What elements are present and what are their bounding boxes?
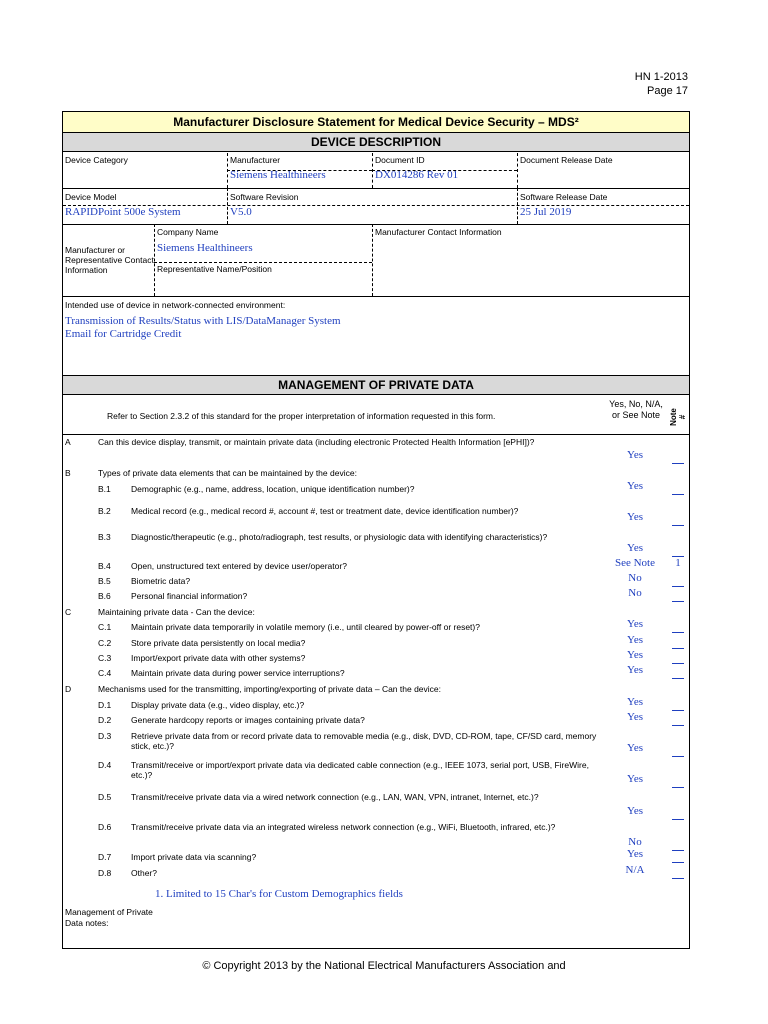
row-section-id: D [65,684,72,694]
row-answer[interactable]: N/A [625,864,645,876]
row-question: Transmit/receive private data via a wired network connection (e.g., LAN, WAN, VPN, intranet, Internet, etc.)? [131,792,539,802]
row-question: Diagnostic/therapeutic (e.g., photo/radiograph, test results, or physiologic data with identifying characteristics)? [131,532,548,542]
intended-use-label: Intended use of device in network-connected environment: [65,300,286,310]
row-item-id: B.4 [98,561,111,571]
row-answer[interactable]: Yes [626,848,643,860]
representative-name-label: Representative Name/Position [157,264,272,274]
row-question: Import/export private data with other systems? [131,653,306,663]
row-question: Other? [131,868,157,878]
row-question: Retrieve private data from or record private data to removable media (e.g., disk, DVD, CD-ROM, tape, CF/SD card, memory stick, etc.)? [131,731,597,751]
row-answer[interactable]: Yes [626,618,643,630]
row-question: Mechanisms used for the transmitting, importing/exporting of private data – Can the device: [98,684,442,694]
row-question: Open, unstructured text entered by device user/operator? [131,561,347,571]
company-name-label: Company Name [157,227,219,237]
row-answer[interactable]: Yes [626,711,643,723]
row-answer[interactable]: Yes [626,649,643,661]
row-question: Maintain private data temporarily in volatile memory (i.e., until cleared by power-off or reset)? [131,622,480,632]
row-item-id: D.1 [98,700,112,710]
private-data-note-1: 1. Limited to 15 Char's for Custom Demographics fields [155,888,403,900]
row-note-blank[interactable] [672,632,684,633]
row-answer[interactable]: Yes [626,742,643,754]
row-question: Medical record (e.g., medical record #, account #, test or treatment date, device identification number)? [131,506,519,516]
device-model-label: Device Model [65,192,117,202]
standard-id: HN 1-2013 [634,71,688,83]
row-item-id: D.8 [98,868,112,878]
row-item-id: C.4 [98,668,112,678]
row-answer[interactable]: Yes [626,449,643,461]
row-answer[interactable]: Yes [626,664,643,676]
row-item-id: B.1 [98,484,111,494]
row-answer[interactable]: Yes [626,805,643,817]
manufacturer-label: Manufacturer [230,155,281,165]
device-description-heading: DEVICE DESCRIPTION [63,133,689,152]
row-answer[interactable]: No [628,587,642,599]
row-item-id: B.2 [98,506,111,516]
software-release-value: 25 Jul 2019 [520,206,572,218]
row-note-blank[interactable] [672,463,684,464]
row-answer[interactable]: Yes [626,480,643,492]
row-item-id: C.1 [98,622,112,632]
intended-use-line-2: Email for Cartridge Credit [65,328,182,340]
row-answer[interactable]: See Note [614,557,655,569]
row-question: Import private data via scanning? [131,852,257,862]
row-question: Store private data persistently on local media? [131,638,306,648]
page-header [635,70,688,98]
manufacturer-contact-label: Manufacturer Contact Information [375,227,502,237]
row-item-id: D.4 [98,760,112,770]
device-model-value: RAPIDPoint 500e System [65,206,181,218]
row-question: Transmit/receive or import/export private data via dedicated cable connection (e.g., IEEE 1073, serial port, USB, FireWire, etc.)? [131,760,589,780]
row-note-blank[interactable] [672,862,684,863]
row-note-blank[interactable] [672,678,684,679]
row-note-blank[interactable] [672,586,684,587]
software-release-label: Software Release Date [520,192,608,202]
manufacturer-value: Siemens Healthineers [230,169,326,181]
copyright-footer: © Copyright 2013 by the National Electrical Manufacturers Association and [202,960,566,972]
document-id-label: Document ID [375,155,425,165]
company-name-value: Siemens Healthineers [157,242,253,254]
row-note-blank[interactable] [672,756,684,757]
row-note-blank[interactable] [672,710,684,711]
device-category-label: Device Category [65,155,128,165]
row-note-blank[interactable] [672,663,684,664]
row-item-id: C.3 [98,653,112,663]
row-question: Generate hardcopy reports or images containing private data? [131,715,365,725]
software-revision-value: V5.0 [230,206,252,218]
row-question: Maintaining private data - Can the device: [98,607,255,617]
row-answer[interactable]: Yes [626,511,643,523]
row-question: Personal financial information? [131,591,248,601]
page-number: Page 17 [647,85,688,97]
row-item-id: B.3 [98,532,111,542]
software-revision-label: Software Revision [230,192,299,202]
row-section-id: B [65,468,71,478]
private-data-heading: MANAGEMENT OF PRIVATE DATA [63,375,689,395]
row-question: Can this device display, transmit, or maintain private data (including electronic Protected Health Information [ePHI])? [98,437,535,447]
row-item-id: B.5 [98,576,111,586]
row-question: Transmit/receive private data via an integrated wireless network connection (e.g., WiFi, Bluetooth, infrared, etc.)? [131,822,556,832]
row-note-blank[interactable] [672,878,684,879]
refer-instructions: Refer to Section 2.3.2 of this standard for the proper interpretation of information requested in this form. [107,411,496,421]
row-answer[interactable]: Yes [626,773,643,785]
row-question: Biometric data? [131,576,191,586]
row-item-id: D.5 [98,792,112,802]
row-note-blank[interactable] [672,494,684,495]
row-item-id: D.7 [98,852,112,862]
row-note-number[interactable]: 1 [675,557,681,569]
row-note-blank[interactable] [672,725,684,726]
row-answer[interactable]: Yes [626,696,643,708]
row-note-blank[interactable] [672,787,684,788]
row-item-id: D.2 [98,715,112,725]
row-answer[interactable]: No [628,836,642,848]
private-data-notes-label: Management of Private Data notes: [65,907,153,928]
row-section-id: A [65,437,71,447]
row-question: Display private data (e.g., video display, etc.)? [131,700,305,710]
row-answer[interactable]: Yes [626,542,643,554]
row-item-id: D.3 [98,731,112,741]
row-item-id: B.6 [98,591,111,601]
document-release-label: Document Release Date [520,155,613,165]
rep-contact-label: Manufacturer or Representative Contact Information [65,245,154,275]
document-id-value: DX014286 Rev 01 [375,169,459,181]
row-item-id: C.2 [98,638,112,648]
intended-use-line-1: Transmission of Results/Status with LIS/DataManager System [65,315,341,327]
row-item-id: D.6 [98,822,112,832]
row-note-blank[interactable] [672,648,684,649]
row-answer[interactable]: Yes [626,634,643,646]
note-column-header: Note # [669,408,687,426]
row-section-id: C [65,607,72,617]
answer-column-header: Yes, No, N/A, or See Note [609,399,663,420]
mds2-form [62,111,690,949]
row-note-blank[interactable] [672,819,684,820]
row-note-blank[interactable] [672,601,684,602]
row-question: Types of private data elements that can be maintained by the device: [98,468,357,478]
row-question: Demographic (e.g., name, address, location, unique identification number)? [131,484,415,494]
row-note-blank[interactable] [672,525,684,526]
row-question: Maintain private data during power service interruptions? [131,668,345,678]
form-title: Manufacturer Disclosure Statement for Medical Device Security – MDS² [63,112,689,133]
row-note-blank[interactable] [672,850,684,851]
row-answer[interactable]: No [628,572,642,584]
